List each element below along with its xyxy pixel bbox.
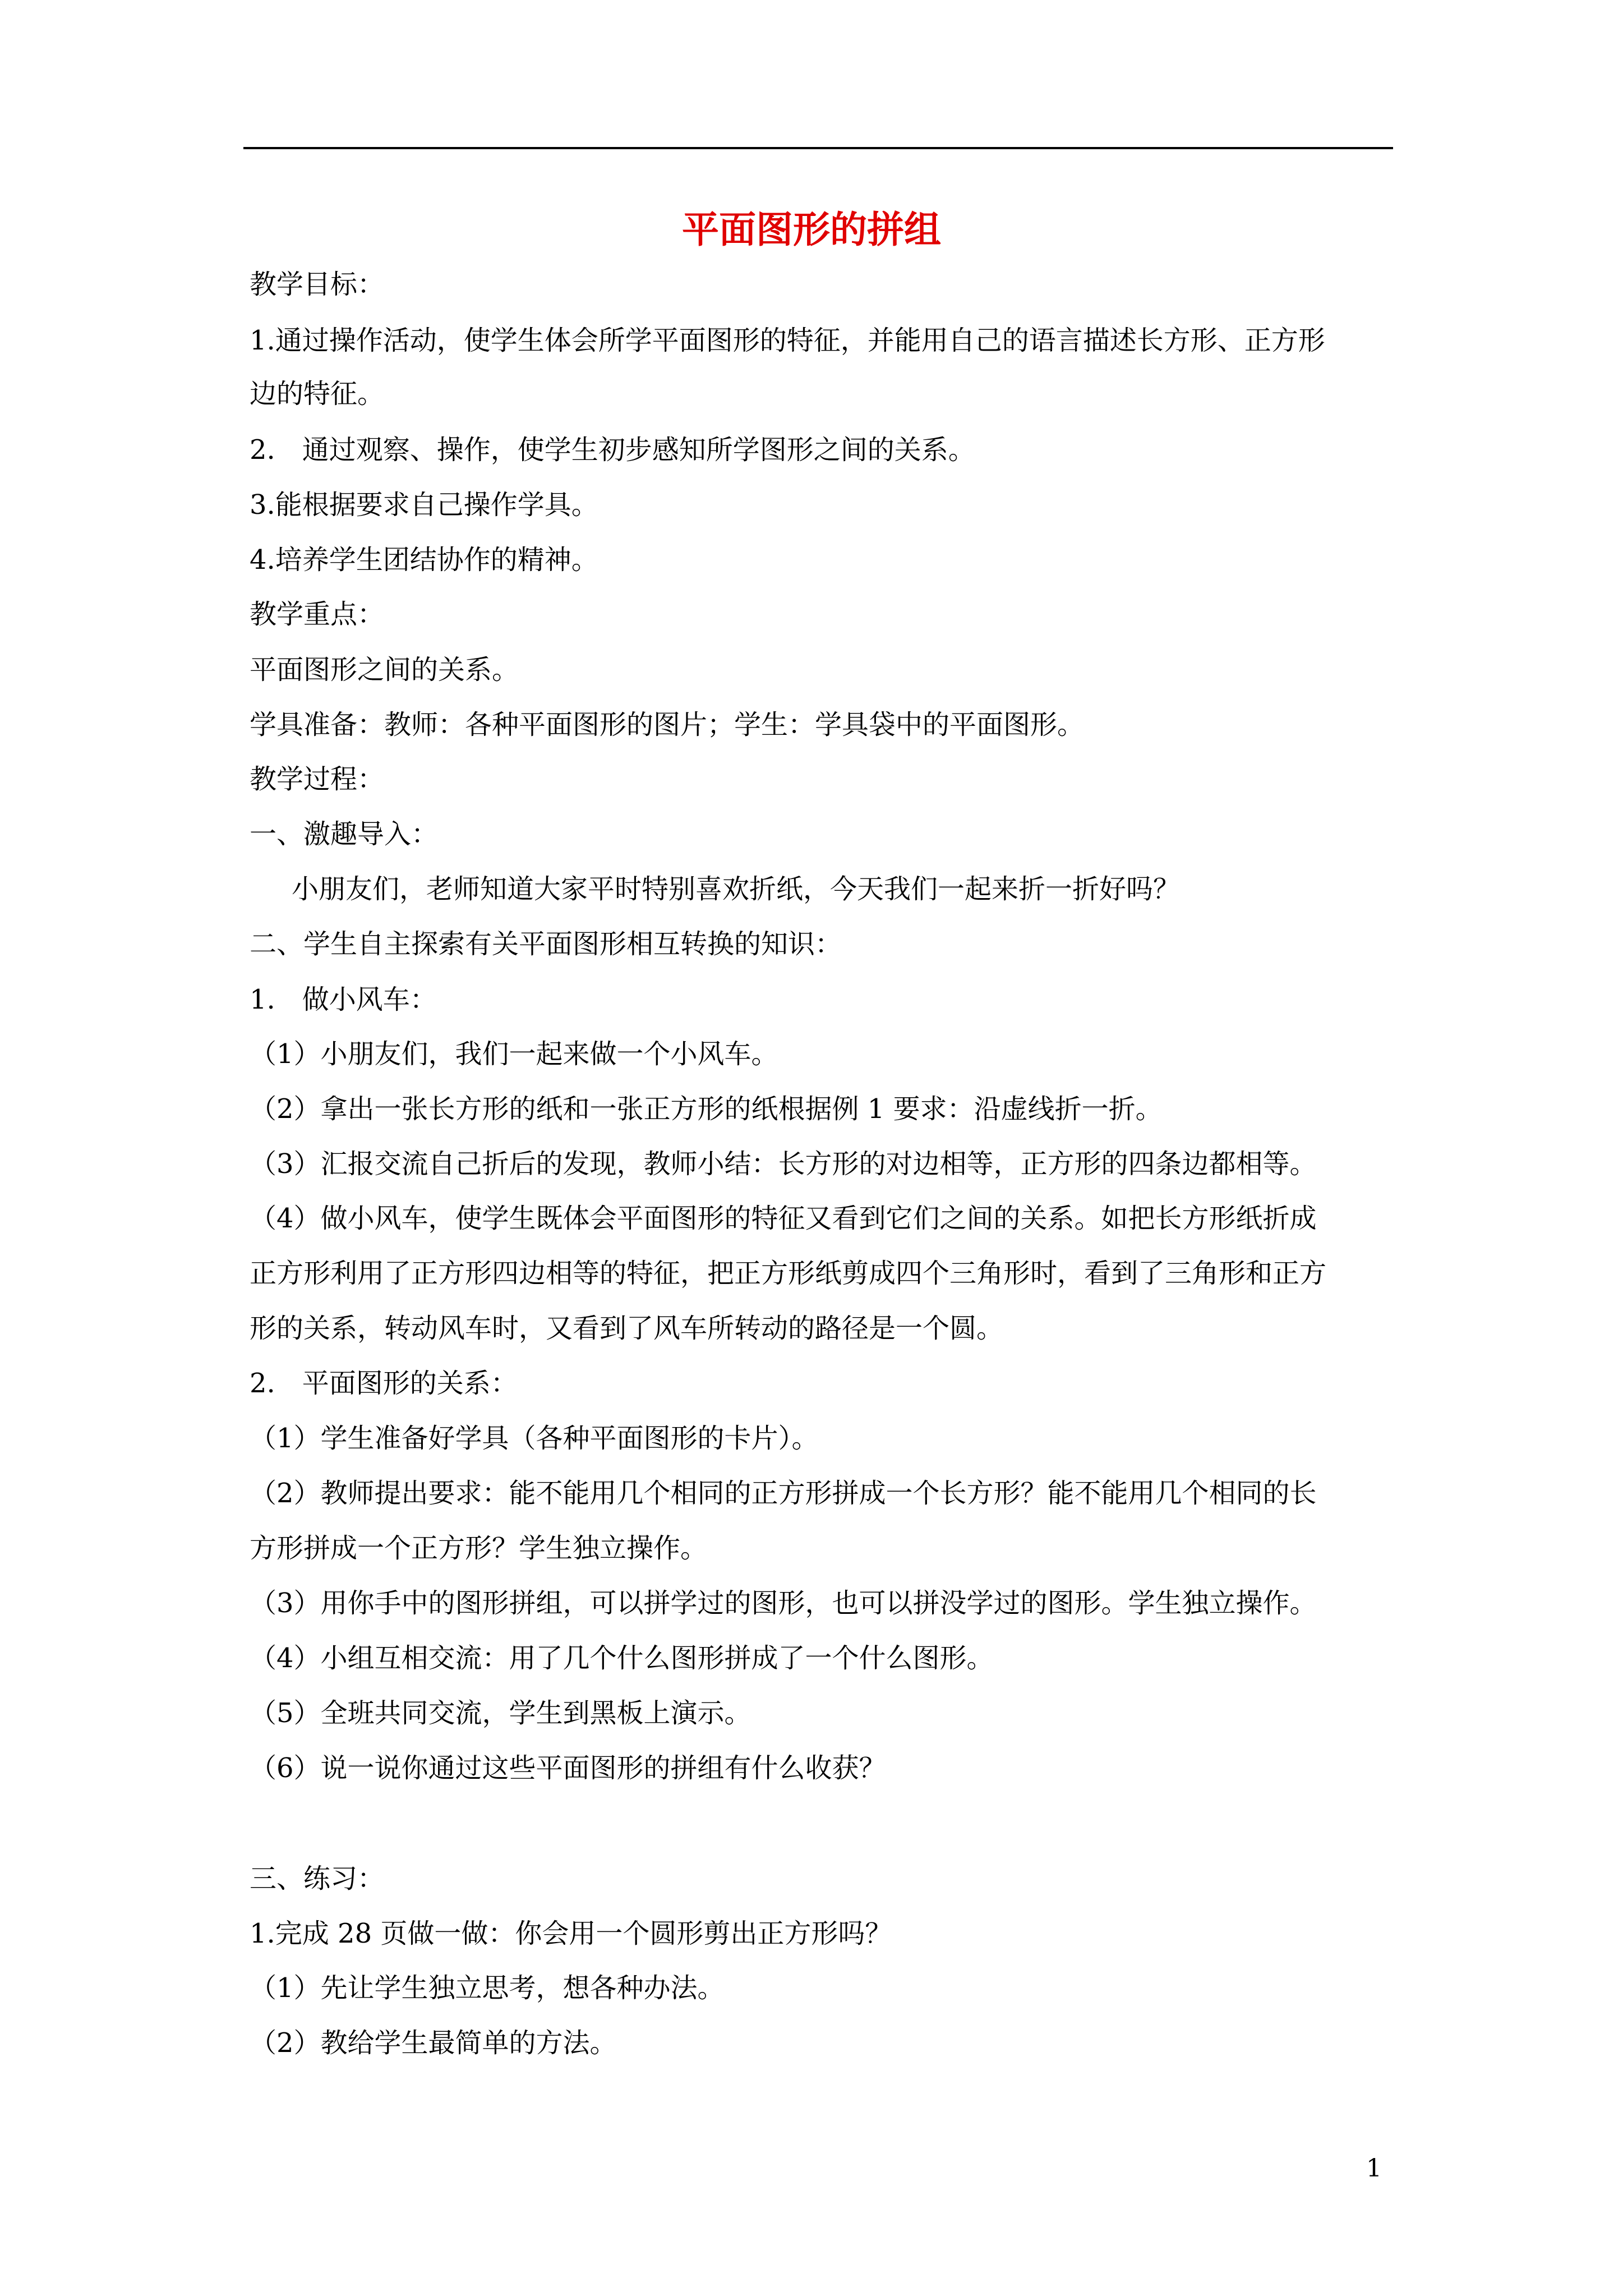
text-line: 三、练习：	[250, 1863, 385, 1894]
text-line: 教学目标：	[250, 269, 385, 300]
text-line: 2. 平面图形的关系：	[250, 1368, 518, 1399]
page-number: 1	[1366, 2154, 1382, 2183]
text-line: （2）教师提出要求：能不能用几个相同的正方形拼成一个长方形？能不能用几个相同的长	[250, 1478, 1317, 1509]
text-line: 4.培养学生团结协作的精神。	[250, 544, 598, 576]
text-line: （5）全班共同交流，学生到黑板上演示。	[250, 1697, 751, 1729]
text-line: （3）汇报交流自己折后的发现，教师小结：长方形的对边相等，正方形的四条边都相等。	[250, 1148, 1317, 1180]
text-line: 边的特征。	[250, 378, 385, 409]
text-line: 学具准备：教师：各种平面图形的图片；学生：学具袋中的平面图形。	[250, 709, 1085, 740]
text-line: （2）拿出一张长方形的纸和一张正方形的纸根据例 1 要求：沿虚线折一折。	[250, 1093, 1163, 1125]
text-line: 教学重点：	[250, 599, 385, 630]
text-line: （3）用你手中的图形拼组，可以拼学过的图形，也可以拼没学过的图形。学生独立操作。	[250, 1588, 1317, 1619]
text-line: 正方形利用了正方形四边相等的特征，把正方形纸剪成四个三角形时，看到了三角形和正方	[250, 1258, 1327, 1289]
text-line: （6）说一说你通过这些平面图形的拼组有什么收获？	[250, 1752, 886, 1784]
text-line: 1.完成 28 页做一做：你会用一个圆形剪出正方形吗？	[250, 1918, 892, 1949]
text-line: 一、激趣导入：	[250, 818, 439, 850]
text-line: 平面图形之间的关系。	[250, 654, 519, 685]
header-rule	[243, 147, 1393, 149]
text-line: （2）教给学生最简单的方法。	[250, 2027, 617, 2059]
text-line: 1. 做小风车：	[250, 984, 437, 1015]
text-line: 1.通过操作活动，使学生体会所学平面图形的特征，并能用自己的语言描述长方形、正方形	[250, 325, 1325, 356]
text-line: 二、学生自主探索有关平面图形相互转换的知识：	[250, 928, 842, 960]
text-line: 2. 通过观察、操作，使学生初步感知所学图形之间的关系。	[250, 434, 975, 466]
text-line: 小朋友们，老师知道大家平时特别喜欢折纸，今天我们一起来折一折好吗？	[292, 873, 1181, 905]
text-line: 教学过程：	[250, 763, 385, 795]
text-line: 3.能根据要求自己操作学具。	[250, 489, 598, 521]
text-line: （4）小组互相交流：用了几个什么图形拼成了一个什么图形。	[250, 1642, 994, 1674]
text-line: （4）做小风车，使学生既体会平面图形的特征又看到它们之间的关系。如把长方形纸折成	[250, 1203, 1317, 1234]
text-line: 方形拼成一个正方形？学生独立操作。	[250, 1533, 708, 1564]
text-line: （1）小朋友们，我们一起来做一个小风车。	[250, 1038, 778, 1070]
text-line: （1）学生准备好学具（各种平面图形的卡片）。	[250, 1423, 819, 1454]
text-line: （1）先让学生独立思考，想各种办法。	[250, 1972, 725, 2004]
text-line: 形的关系，转动风车时，又看到了风车所转动的路径是一个圆。	[250, 1313, 1004, 1344]
document-title: 平面图形的拼组	[682, 208, 941, 251]
